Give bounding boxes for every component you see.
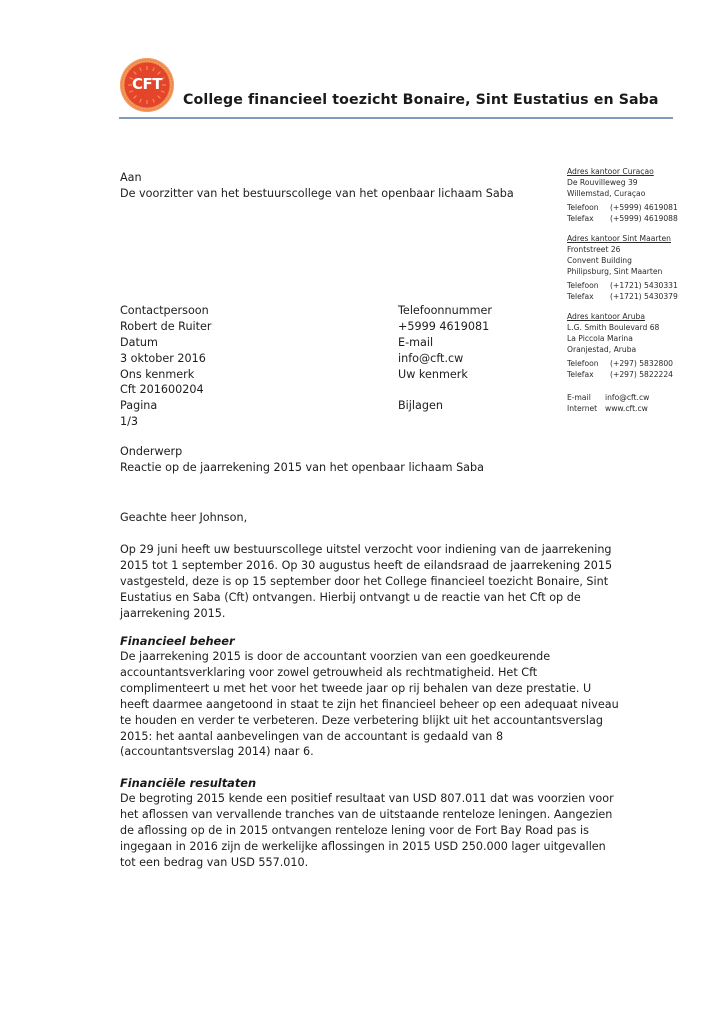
paragraph-line: Op 29 juni heeft uw bestuurscollege uitstel verzocht voor indiening van de jaarrekening [120, 543, 612, 556]
financial-results-paragraph [120, 791, 650, 871]
phone-row [567, 358, 687, 369]
office-curacao [567, 166, 687, 224]
fax-value: (+5999) 4619088 [610, 214, 678, 223]
address-line: Willemstad, Curaçao [567, 189, 646, 198]
phone-value: (+1721) 5430331 [610, 281, 678, 290]
our-reference-value: Cft 201600204 [120, 383, 204, 397]
paragraph-line: De begroting 2015 kende een positief resultaat van USD 807.011 dat was voorzien voor [120, 792, 614, 805]
your-reference-value [398, 382, 492, 398]
logo-text: CFT [132, 75, 162, 93]
fax-label: Telefax [567, 370, 594, 379]
phone-label: Telefoon [567, 359, 599, 368]
financial-management-paragraph [120, 649, 650, 760]
attachments-value [398, 414, 492, 430]
paragraph-line: heeft daarmee aangetoond in staat te zijn het financieel beheer op een adequaat niveau [120, 697, 619, 711]
paragraph-line: te houden en verder te verbeteren. Deze verbetering blijkt uit het accountantsverslag [120, 713, 603, 727]
office-aruba [567, 311, 687, 380]
greeting: Geachte heer Johnson, [120, 511, 248, 524]
fax-row [567, 213, 687, 224]
address-line: Philipsburg, Sint Maarten [567, 267, 663, 276]
fax-row [567, 369, 687, 380]
address-line: De Rouvilleweg 39 [567, 178, 638, 187]
subject-label: Onderwerp [120, 445, 183, 458]
office-addresses-sidebar [567, 166, 687, 423]
address-line: Oranjestad, Aruba [567, 345, 637, 354]
meta-right-column [398, 303, 492, 430]
fax-row [567, 291, 687, 302]
meta-left-column [120, 303, 212, 430]
attachments-label: Bijlagen [398, 399, 443, 413]
fax-label: Telefax [567, 214, 594, 223]
general-contact [567, 392, 687, 414]
office-title: Adres kantoor Curaçao [567, 167, 654, 176]
phone-label: Telefoon [567, 203, 599, 212]
website-link[interactable]: www.cft.cw [605, 404, 648, 413]
internet-label: Internet [567, 404, 598, 413]
email-value[interactable]: info@cft.cw [398, 351, 464, 365]
phone-row [567, 280, 687, 291]
recipient-label: Aan [120, 171, 142, 184]
paragraph-line: 2015 tot 1 september 2016. Op 30 augustus heeft de eilandsraad de jaarrekening 2015 [120, 558, 613, 572]
page-value: 1/3 [120, 415, 139, 429]
internet-row [567, 403, 687, 414]
recipient-name: De voorzitter van het bestuurscollege van het openbaar lichaam Saba [120, 187, 514, 200]
paragraph-line: accountantsverklaring voor zowel getrouwheid als rechtmatigheid. Het Cft [120, 665, 538, 679]
contact-person-value: Robert de Ruiter [120, 319, 212, 333]
phone-value: (+5999) 4619081 [610, 203, 678, 212]
section-heading-financial-results: Financiële resultaten [120, 776, 257, 790]
your-reference-label: Uw kenmerk [398, 367, 468, 381]
fax-value: (+297) 5822224 [610, 370, 674, 379]
subject-value: Reactie op de jaarrekening 2015 van het openbaar lichaam Saba [120, 461, 484, 474]
phone-row [567, 202, 687, 213]
fax-label: Telefax [567, 292, 594, 301]
address-line: La Piccola Marina [567, 334, 633, 343]
paragraph-line: jaarrekening 2015. [120, 606, 226, 620]
page-label: Pagina [120, 399, 158, 413]
organization-title: College financieel toezicht Bonaire, Sint Eustatius en Saba [183, 92, 659, 108]
phone-label: Telefoon [567, 281, 599, 290]
email-label: E-mail [398, 335, 434, 349]
paragraph-line: ingegaan in 2016 zijn de werkelijke aflossingen in 2015 USD 250.000 lager uitgevallen [120, 839, 606, 853]
our-reference-label: Ons kenmerk [120, 367, 195, 381]
section-heading-financial-management: Financieel beheer [120, 634, 235, 648]
address-line: Frontstreet 26 [567, 245, 621, 254]
email-label: E-mail [567, 393, 591, 402]
email-row [567, 392, 687, 403]
paragraph-line: tot een bedrag van USD 557.010. [120, 855, 309, 869]
paragraph-line: het aflossen van vervallende tranches van de uitstaande renteloze leningen. Aangezien [120, 807, 613, 821]
office-title: Adres kantoor Sint Maarten [567, 234, 671, 243]
cft-logo [120, 58, 174, 112]
date-label: Datum [120, 335, 158, 349]
paragraph-line: Eustatius en Saba (Cft) ontvangen. Hierbij ontvangt u de reactie van het Cft op de [120, 590, 581, 604]
paragraph-line: (accountantsverslag 2014) naar 6. [120, 745, 314, 759]
fax-value: (+1721) 5430379 [610, 292, 678, 301]
paragraph-line: de aflossing op de in 2015 ontvangen renteloze lening voor de Fort Bay Road pas is [120, 823, 589, 837]
intro-paragraph [120, 542, 650, 622]
phone-value: (+297) 5832800 [610, 359, 674, 368]
paragraph-line: 2015: het aantal aanbevelingen van de accountant is gedaald van 8 [120, 729, 504, 743]
email-link[interactable]: info@cft.cw [605, 393, 650, 402]
phone-number-value: +5999 4619081 [398, 319, 490, 333]
office-title: Adres kantoor Aruba [567, 312, 646, 321]
paragraph-line: complimenteert u met het voor het tweede jaar op rij behalen van deze prestatie. U [120, 681, 592, 695]
date-value: 3 oktober 2016 [120, 351, 206, 365]
office-sint-maarten [567, 233, 687, 302]
phone-number-label: Telefoonnummer [398, 304, 492, 317]
address-line: L.G. Smith Boulevard 68 [567, 323, 660, 332]
address-line: Convent Building [567, 256, 632, 265]
contact-person-label: Contactpersoon [120, 304, 209, 317]
header-divider [119, 117, 673, 119]
paragraph-line: De jaarrekening 2015 is door de accountant voorzien van een goedkeurende [120, 650, 551, 663]
paragraph-line: vastgesteld, deze is op 15 september door het College financieel toezicht Bonaire, Sint [120, 574, 609, 588]
